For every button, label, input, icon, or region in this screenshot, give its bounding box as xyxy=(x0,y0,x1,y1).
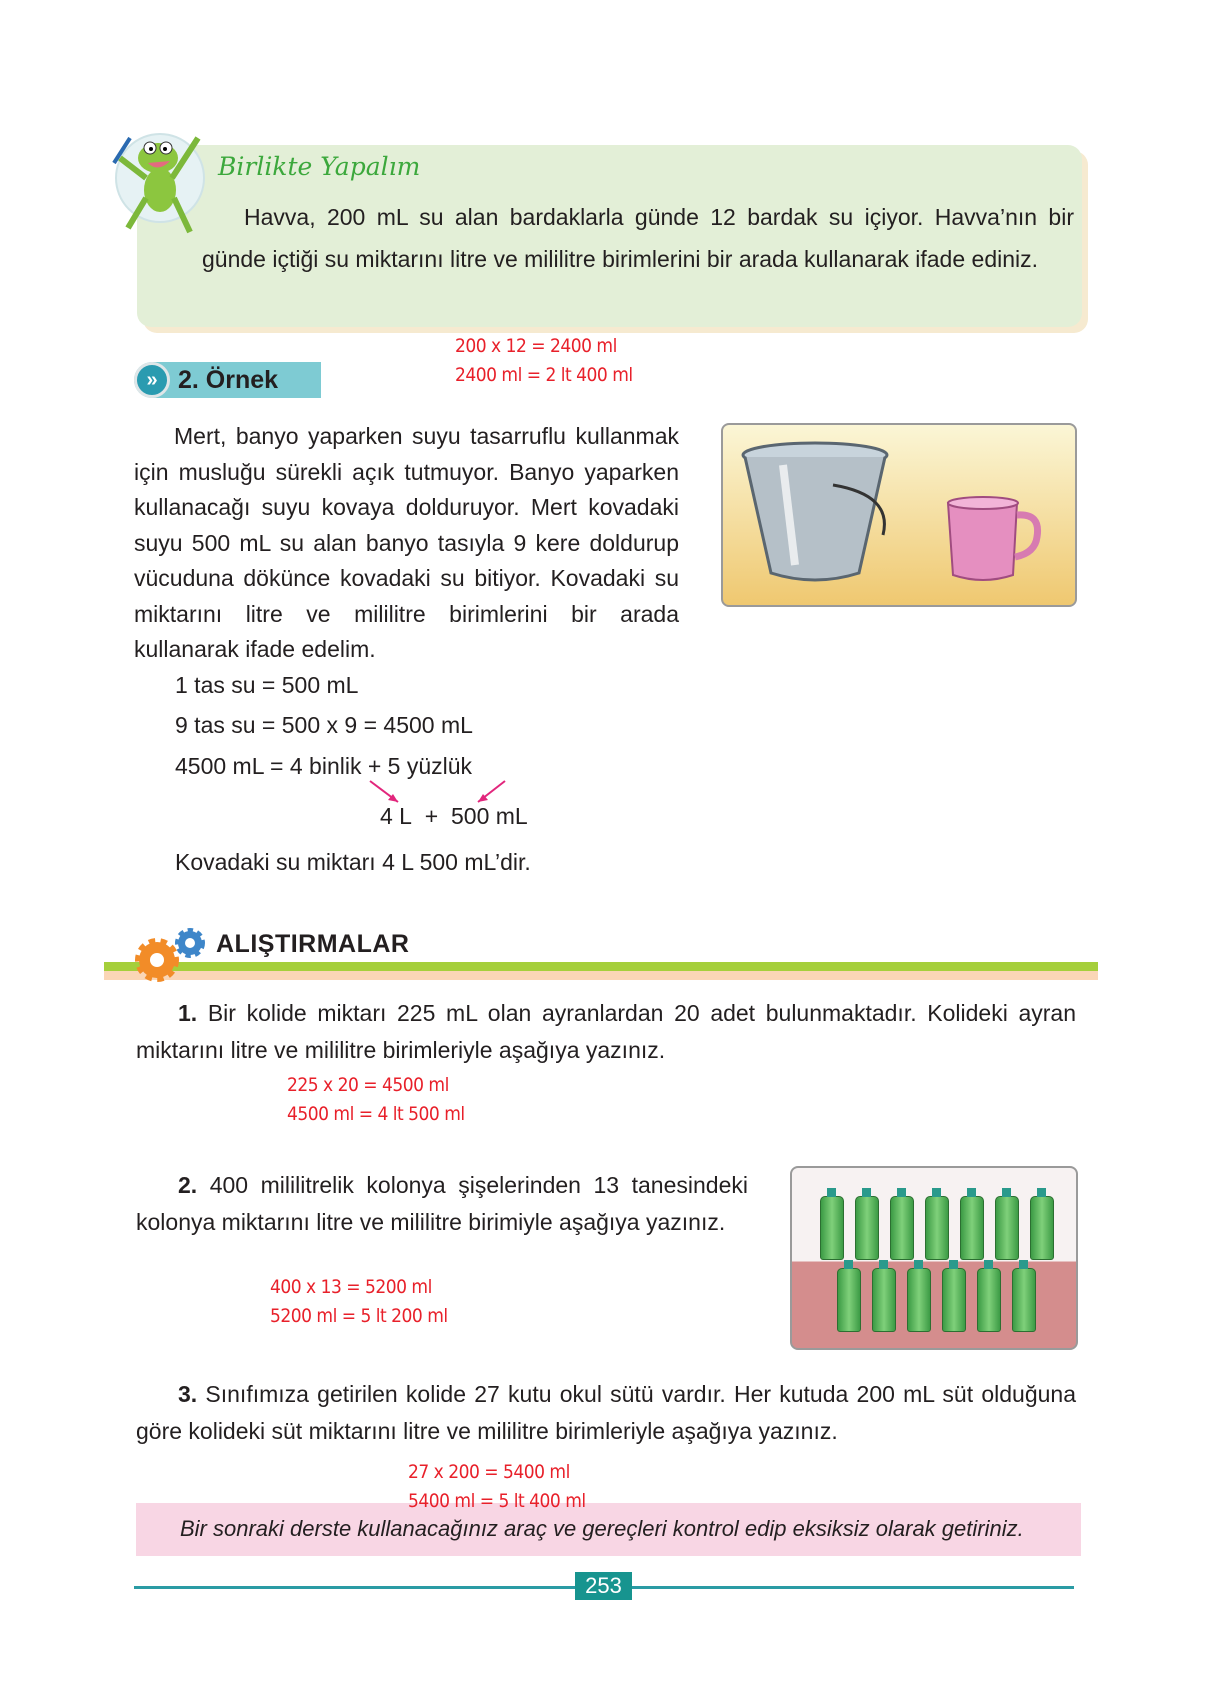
handwritten-answer: 5400 ml = 5 lt 400 ml xyxy=(408,1490,586,1512)
calc-line: 4500 mL = 4 binlik + 5 yüzlük xyxy=(175,753,473,779)
gears-icon xyxy=(132,925,214,987)
exercise-3 xyxy=(136,1376,1076,1450)
double-chevron-icon: » xyxy=(134,362,170,398)
exercise-1 xyxy=(136,995,1076,1069)
frog-mascot-icon xyxy=(110,128,210,238)
handwritten-answer: 4500 ml = 4 lt 500 ml xyxy=(287,1103,465,1125)
exercise-text: Sınıfımıza getirilen kolide 27 kutu okul sütü vardır. Her kutuda 200 mL süt olduğuna göre kolideki süt miktarını litre ve mililitre birimleriyle aşağıya yazınız. xyxy=(136,1381,1076,1444)
exercise-number: 3. xyxy=(178,1381,198,1407)
handwritten-answer: 5200 ml = 5 lt 200 ml xyxy=(270,1305,448,1327)
handwritten-answer: 27 x 200 = 5400 ml xyxy=(408,1461,570,1483)
activity-text: Havva, 200 mL su alan bardaklarla günde 12 bardak su içiyor. Havva’nın bir günde içtiği su miktarını litre ve mililitre birimlerini bir arada kullanarak ifade ediniz. xyxy=(202,204,1074,272)
liters-part: 4 L xyxy=(380,803,412,829)
handwritten-answer: 225 x 20 = 4500 ml xyxy=(287,1074,449,1096)
exercise-text: 400 mililitrelik kolonya şişelerinden 13 tanesindeki kolonya miktarını litre ve mililitre birimiyle aşağıya yazınız. xyxy=(136,1172,748,1235)
exercise-2 xyxy=(136,1167,748,1241)
example-conclusion: Kovadaki su miktarı 4 L 500 mL’dir. xyxy=(175,849,531,875)
cologne-bottles-illustration xyxy=(790,1166,1078,1350)
calc-line: 1 tas su = 500 mL xyxy=(175,672,359,698)
milliliters-part: 500 mL xyxy=(450,803,528,829)
exercise-number: 2. xyxy=(178,1172,198,1198)
handwritten-answer: 400 x 13 = 5200 ml xyxy=(270,1276,432,1298)
page-number: 253 xyxy=(575,1572,632,1600)
exercises-title: ALIŞTIRMALAR xyxy=(216,930,410,958)
reminder-text: Bir sonraki derste kullanacağınız araç ve gereçleri kontrol edip eksiksiz olarak getiriniz. xyxy=(180,1516,1024,1541)
handwritten-answer: 2400 ml = 2 lt 400 ml xyxy=(455,364,633,386)
exercise-text: Bir kolide miktarı 225 mL olan ayranlardan 20 adet bulunmaktadır. Kolideki ayran miktarını litre ve mililitre birimleriyle aşağıya yazınız. xyxy=(136,1000,1076,1063)
handwritten-answer: 200 x 12 = 2400 ml xyxy=(455,335,617,357)
plus-sign: + xyxy=(424,803,439,829)
example-paragraph: Mert, banyo yaparken suyu tasarruflu kullanmak için musluğu sürekli açık tutmuyor. Banyo yaparken kullanacağı suyu kovaya dolduruyor. Mert kovadaki suyu 500 mL su alan banyo tasıyla 9 kere doldurup vücuduna dökünce kovadaki su bitiyor. Kovadaki su miktarını litre ve mililitre birimlerini bir arada kullanarak ifade edelim. xyxy=(134,423,679,662)
exercise-number: 1. xyxy=(178,1000,198,1026)
calc-line: 9 tas su = 500 x 9 = 4500 mL xyxy=(175,712,473,738)
example-label: 2. Örnek xyxy=(178,366,279,394)
section-bar-underline xyxy=(104,971,1098,980)
section-bar xyxy=(104,962,1098,971)
result-line xyxy=(380,803,528,830)
activity-title: Birlikte Yapalım xyxy=(218,152,421,181)
bucket-and-mug-illustration xyxy=(721,423,1077,607)
bucket-icon xyxy=(723,425,1075,605)
